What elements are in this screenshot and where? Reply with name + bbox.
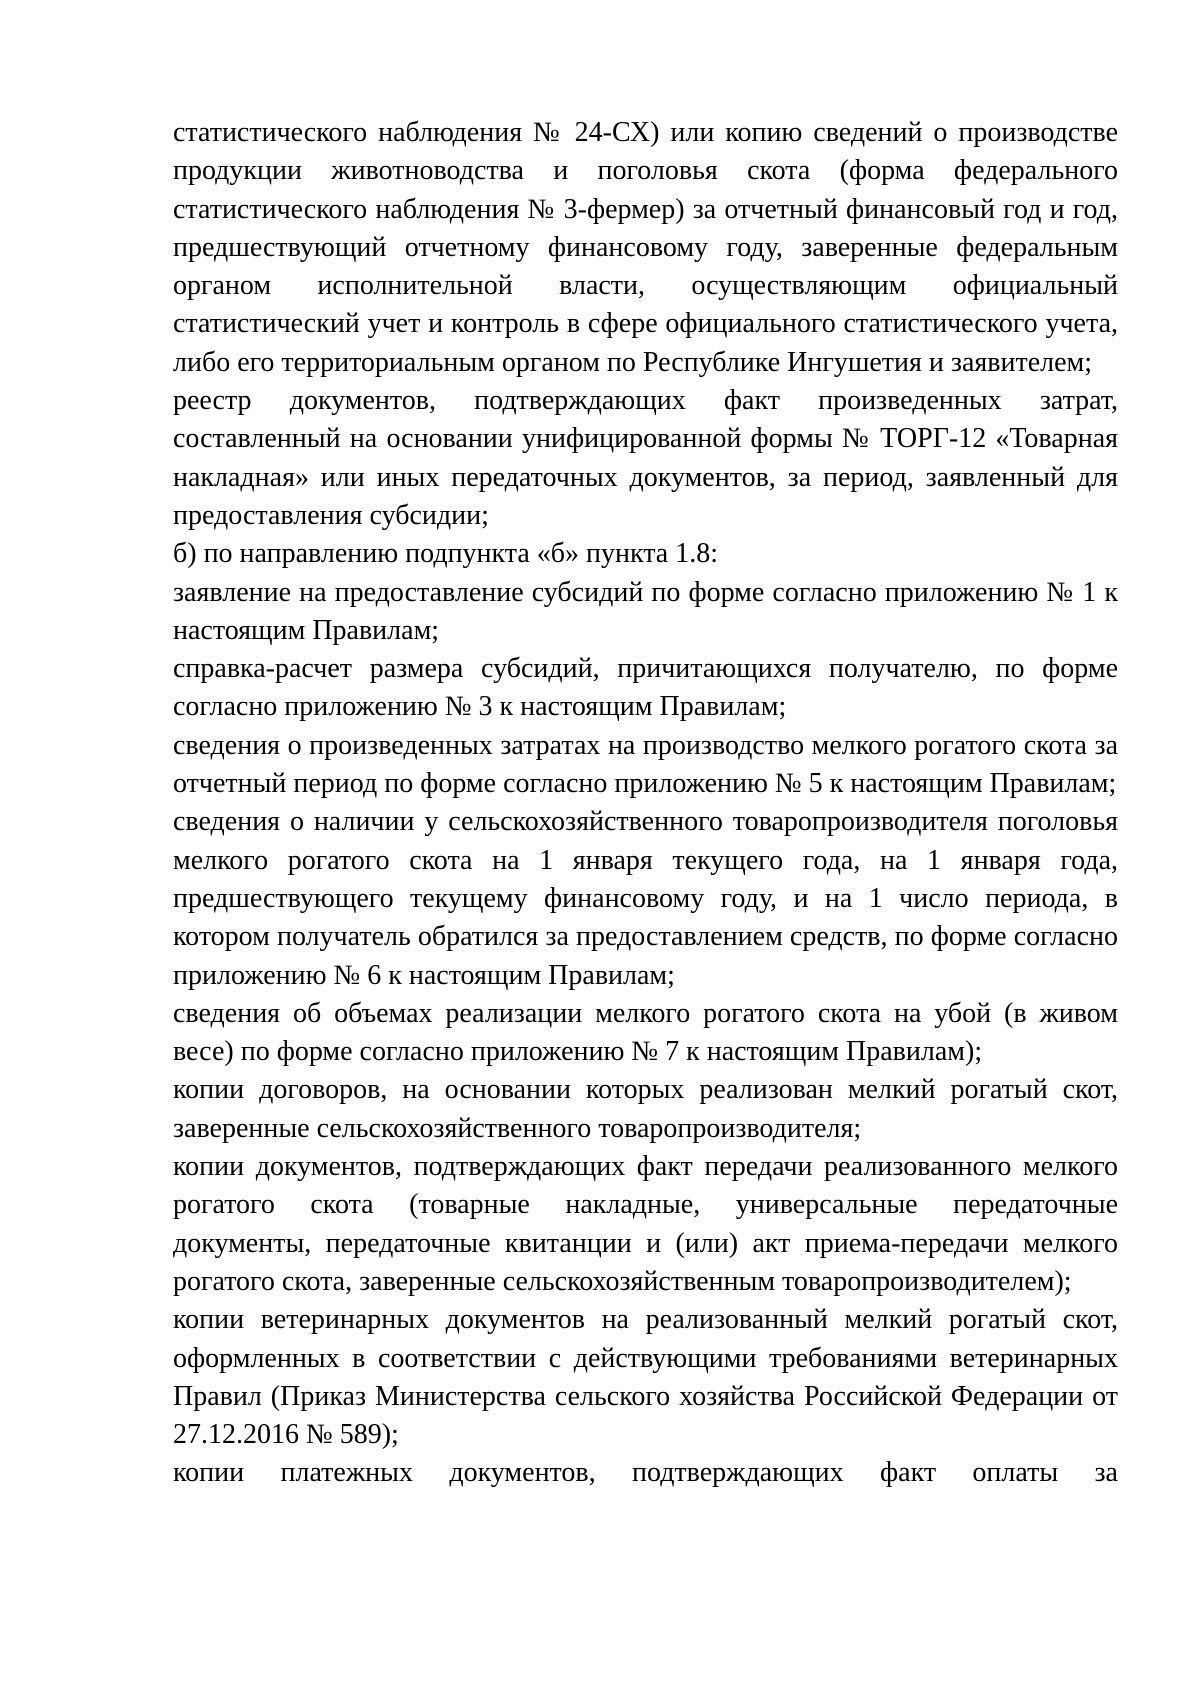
document-body — [173, 114, 1118, 1493]
paragraph-production-costs: сведения о произведенных затратах на производство мелкого рогатого скота за отчетный период по форме согласно приложению № 5 к настоящим Правилам; — [173, 729, 1118, 800]
paragraph-sales-volume: сведения об объемах реализации мелкого рогатого скота на убой (в живом весе) по форме согласно приложению № 7 к настоящим Правилам); — [173, 997, 1118, 1068]
paragraph-contract-copies: копии договоров, на основании которых реализован мелкий рогатый скот, заверенные сельскохозяйственного товаропроизводителя; — [173, 1074, 1118, 1144]
paragraph-application: заявление на предоставление субсидий по форме согласно приложению № 1 к настоящим Правилам; — [173, 576, 1118, 646]
paragraph-livestock-count: сведения о наличии у сельскохозяйственного товаропроизводителя поголовья мелкого рогатого скота на 1 января текущего года, на 1 января года, предшествующего текущему финансовому году, и на 1 число периода, в котором получатель обратился за предоставлением средств, по форме согласно приложению № 6 к настоящим Правилам; — [173, 806, 1118, 991]
paragraph-subsection-b-heading: б) по направлению подпункта «б» пункта 1.8: — [173, 538, 719, 570]
paragraph-calculation-note: справка-расчет размера субсидий, причитающихся получателю, по форме согласно приложению № 3 к настоящим Правилам; — [173, 653, 1118, 723]
paragraph-statistics-copy: статистического наблюдения № 24-СХ) или копию сведений о производстве продукции животноводства и поголовья скота (форма федерального статистического наблюдения № 3-фермер) за отчетный финансовый год и год, предшествующий отчетному финансовому году, заверенные федеральным органом исполнительной власти, осуществляющим официальный статистический учет и контроль в сфере официального статистического учета, либо его территориальным органом по Республике Ингушетия и заявителем; — [173, 117, 1118, 378]
paragraph-transfer-documents: копии документов, подтверждающих факт передачи реализованного мелкого рогатого скота (товарные накладные, универсальные передаточные документы, передаточные квитанции и (или) акт приема-передачи мелкого рогатого скота, заверенные сельскохозяйственным товаропроизводителем); — [173, 1151, 1118, 1297]
paragraph-payment-documents: копии платежных документов, подтверждающих факт оплаты за — [173, 1457, 1118, 1489]
paragraph-veterinary-documents: копии ветеринарных документов на реализованный мелкий рогатый скот, оформленных в соответствии с действующими требованиями ветеринарных Правил (Приказ Министерства сельского хозяйства Российской Федерации от 27.12.2016 № 589); — [173, 1304, 1118, 1451]
paragraph-documents-registry: реестр документов, подтверждающих факт произведенных затрат, составленный на основании унифицированной формы № ТОРГ-12 «Товарная накладная» или иных передаточных документов, за период, заявленный для предоставления субсидии; — [173, 385, 1118, 531]
